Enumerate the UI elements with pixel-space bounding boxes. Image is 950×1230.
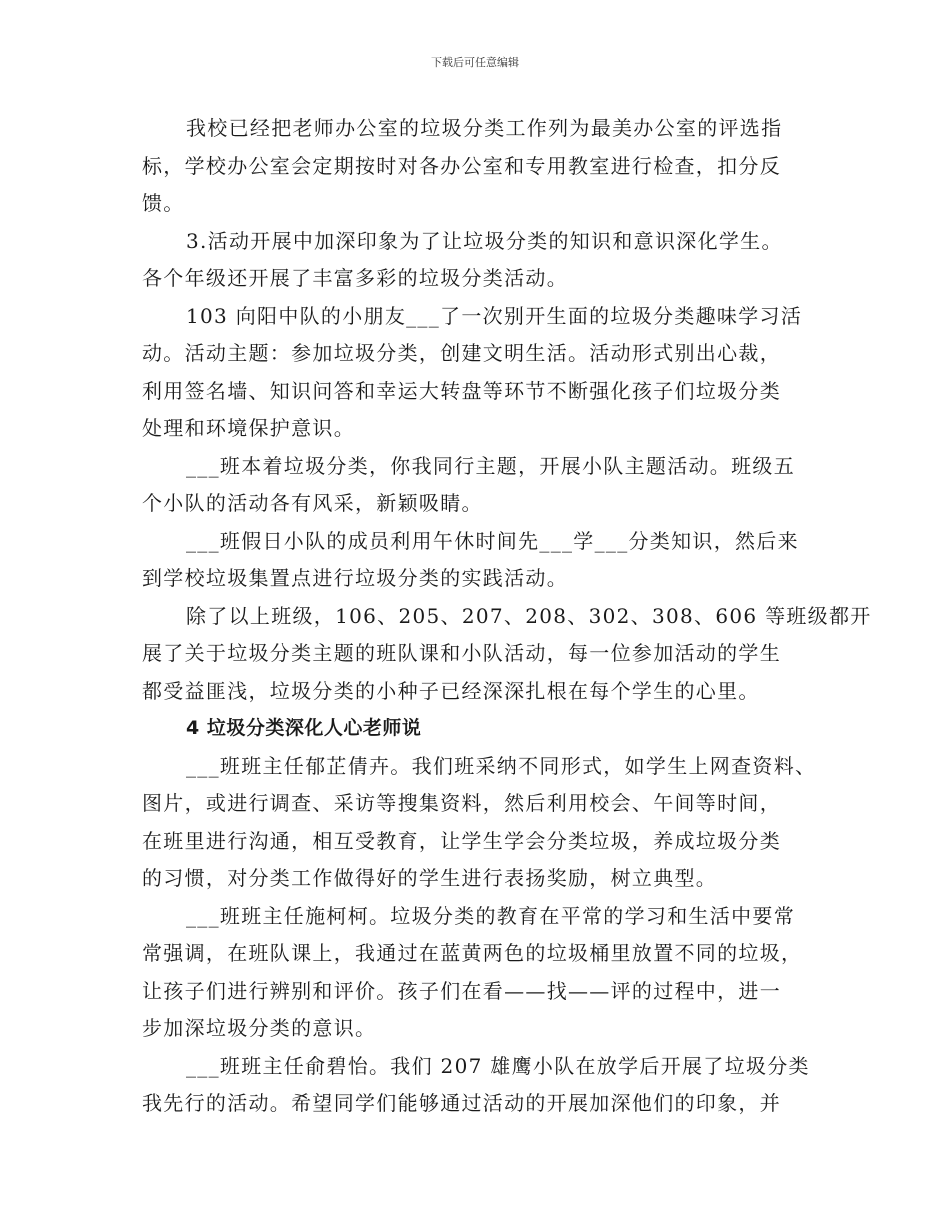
text-line: 到学校垃圾集置点进行垃圾分类的实践活动。 — [142, 566, 568, 590]
text-line: 馈。 — [142, 191, 185, 215]
text-line: 103 向阳中队的小朋友___了一次别开生面的垃圾分类趣味学习活 — [186, 303, 803, 328]
text-line: 在班里进行沟通，相互受教育，让学生学会分类垃圾，养成垃圾分类 — [142, 828, 781, 853]
text-line: ___班班主任郁芷倩卉。我们班采纳不同形式，如学生上网查资料、 — [186, 753, 817, 778]
text-line: 都受益匪浅，垃圾分类的小种子已经深深扎根在每个学生的心里。 — [142, 678, 760, 703]
text-line: ___班假日小队的成员利用午休时间先___学___分类知识，然后来 — [186, 528, 799, 553]
document-body — [142, 110, 872, 1123]
text-line: 标，学校办公室会定期按时对各办公室和专用教室进行检查，扣分反 — [142, 153, 781, 178]
text-line: 图片，或进行调查、采访等搜集资料，然后利用校会、午间等时间， — [142, 791, 781, 815]
text-line: 动。活动主题：参加垃圾分类，创建文明生活。活动形式别出心裁， — [142, 341, 781, 365]
text-line: ___班班主任施柯柯。垃圾分类的教育在平常的学习和生活中要常 — [186, 903, 795, 928]
text-line: 让孩子们进行辨别和评价。孩子们在看——找——评的过程中，进一 — [142, 978, 781, 1003]
text-line: 常强调，在班队课上，我通过在蓝黄两色的垃圾桶里放置不同的垃圾， — [142, 941, 803, 965]
text-line: 除了以上班级，106、205、207、208、302、308、606 等班级都开 — [186, 603, 872, 628]
text-line: 各个年级还开展了丰富多彩的垃圾分类活动。 — [142, 266, 568, 290]
text-line: ___班班主任俞碧怡。我们 207 雄鹰小队在放学后开展了垃圾分类 — [186, 1053, 810, 1078]
text-line: 3.活动开展中加深印象为了让垃圾分类的知识和意识深化学生。 — [186, 228, 783, 253]
text-line: 个小队的活动各有风采，新颖吸睛。 — [142, 491, 483, 515]
text-line: 我校已经把老师办公室的垃圾分类工作列为最美办公室的评选指 — [186, 116, 783, 140]
text-line: 利用签名墙、知识问答和幸运大转盘等环节不断强化孩子们垃圾分类 — [142, 378, 781, 403]
text-line: 步加深垃圾分类的意识。 — [142, 1016, 377, 1040]
text-line: 的习惯，对分类工作做得好的学生进行表扬奖励，树立典型。 — [142, 866, 718, 890]
text-line: 展了关于垃圾分类主题的班队课和小队活动，每一位参加活动的学生 — [142, 641, 781, 665]
text-line: 我先行的活动。希望同学们能够通过活动的开展加深他们的印象，并 — [142, 1091, 781, 1115]
text-line: ___班本着垃圾分类，你我同行主题，开展小队主题活动。班级五 — [186, 453, 795, 478]
text-line: 处理和环境保护意识。 — [142, 416, 355, 440]
section-heading: 4 垃圾分类深化人心老师说 — [186, 717, 422, 739]
page-header: 下载后可任意编辑 — [431, 56, 519, 69]
